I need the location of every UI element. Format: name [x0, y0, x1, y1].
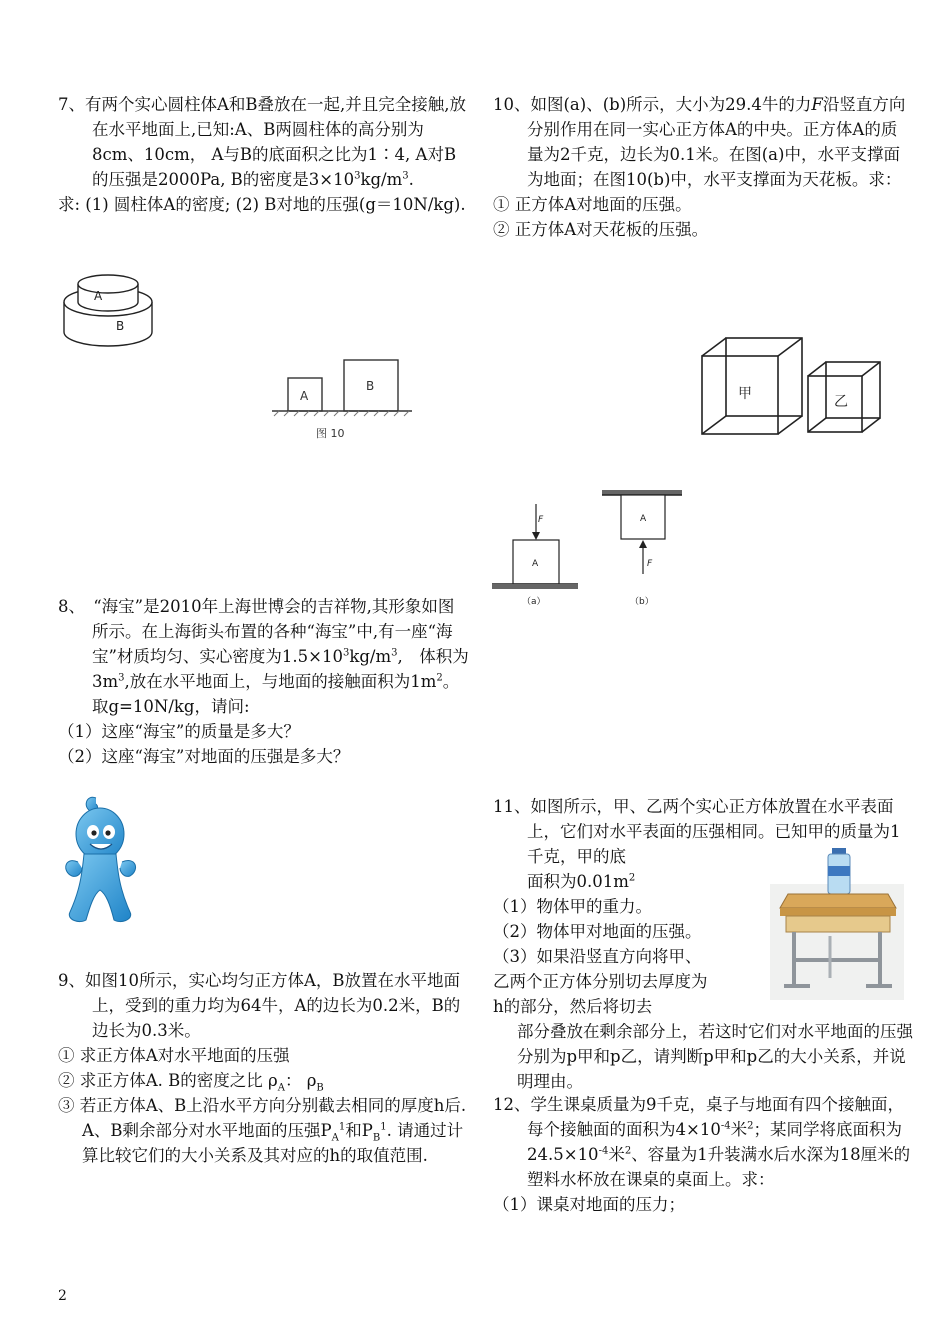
- fig-b-block-label: A: [640, 514, 647, 524]
- question-10-sub2: ② 正方体A对天花板的压强。: [493, 220, 709, 239]
- question-8-stem: 8、 “海宝”是2010年上海世博会的吉祥物,其形象如图所示。在上海街头布置的各种“海宝”中,有一座“海宝”材质均匀、实心密度为$1.5\times 10^3kg/m^3$, 体积为$3m^3$,放在水平地面上，与地面的接触面积为$1m^2$。取g=10N/kg，请问:: [58, 597, 469, 716]
- cubes-jia-yi-figure: [696, 334, 888, 438]
- question-9-stem: 9、如图10所示，实心均匀正方体A，B放置在水平地面上，受到的重力均为64牛，A的边长为0.2米，B的边长为0.3米。: [58, 971, 461, 1040]
- question-9-block: [58, 968, 470, 1168]
- cube-yi-label: 乙: [834, 394, 848, 410]
- question-7-stem: 7、有两个实心圆柱体A和B叠放在一起,并且完全接触,放在水平地面上,已知:A、B两圆柱体的高分别为8cm、10cm， A与B的底面积之比为1∶4, A对B的压强是2000Pa, B的密度是$3\times 10^3kg/m^3$.: [58, 95, 467, 189]
- haibao-mascot-image: [56, 794, 146, 926]
- fig-a-caption: （a）: [522, 597, 546, 607]
- force-figures-a-b: [488, 486, 688, 610]
- question-12-stem: 12、学生课桌质量为9千克，桌子与地面有四个接触面，每个接触面的面积为$4\times 10^{-4}$米$^2$；某同学将底面积为$24.5\times 10^{-4}$米$^2$、容量为1升装满水后水深为18厘米的塑料水杯放在课桌的桌面上。求：: [493, 1095, 911, 1189]
- fig-a-block-label: A: [532, 559, 539, 569]
- question-7-ask: 求: (1) 圆柱体A的密度; (2) B对地的压强(g＝10N/kg).: [58, 195, 466, 214]
- desk-with-bottle-photo: [770, 848, 904, 1000]
- question-9-sub1: ① 求正方体A对水平地面的压强: [58, 1046, 290, 1065]
- fig-b-force-label: F: [647, 559, 653, 569]
- block-b-label: B: [366, 379, 375, 393]
- figure-10-caption: 图 10: [316, 427, 345, 440]
- cylinder-b-label: B: [116, 319, 125, 333]
- question-8-block: [58, 594, 470, 769]
- question-12-block: [493, 1092, 913, 1217]
- cube-jia-label: 甲: [738, 386, 752, 402]
- stacked-cylinders-figure: [60, 272, 156, 352]
- page-number: 2: [58, 1288, 67, 1304]
- question-12-sub1: （1）课桌对地面的压力；: [493, 1195, 685, 1214]
- left-column: [58, 92, 470, 217]
- question-11-stem-b: 面积为$0.01m^2$: [527, 872, 636, 891]
- question-8-sub2: （2）这座“海宝”对地面的压强是多大？: [58, 747, 350, 766]
- right-column: [493, 92, 913, 242]
- question-11-sub3: （3）如果沿竖直方向将甲、乙两个正方体分别切去厚度为h的部分，然后将切去 部分叠放在剩余部分上，若这时它们对水平地面的压强分别为p甲和p乙，请判断p甲和p乙的大小关系，并说明理由。: [493, 947, 913, 1091]
- question-8-sub1: （1）这座“海宝”的质量是多大？: [58, 722, 300, 741]
- question-11-stem-a: 11、如图所示，甲、乙两个实心正方体放置在水平表面上，它们对水平表面的压强相同。已知甲的质量为1千克，甲的底: [493, 797, 901, 866]
- question-9-sub3: ③ 若正方体A、B上沿水平方向分别截去相同的厚度h后. A、B剩余部分对水平地面的压强$P_A^1$和$P_B^1$. 请通过计算比较它们的大小关系及其对应的h的取值范围.: [58, 1096, 467, 1165]
- question-11-sub1: （1）物体甲的重力。: [493, 897, 652, 916]
- fig-a-force-label: F: [538, 515, 544, 525]
- question-10-stem: 10、如图(a)、(b)所示，大小为29.4牛的力F沿竖直方向分别作用在同一实心正方体A的中央。正方体A的质量为2千克，边长为0.1米。在图(a)中，水平支撑面为地面；在图10(b)中，水平支撑面为天花板。求：: [493, 95, 906, 189]
- question-10-sub1: ① 正方体A对地面的压强。: [493, 195, 692, 214]
- cylinder-a-label: A: [94, 289, 103, 303]
- fig-b-caption: （b）: [630, 597, 654, 607]
- question-11-sub2: （2）物体甲对地面的压强。: [493, 922, 702, 941]
- block-a-label: A: [300, 389, 309, 403]
- question-9-sub2: ② 求正方体A. B的密度之比 $\rho_A$： $\rho_B$: [58, 1071, 324, 1094]
- figure-10-blocks: [268, 354, 416, 446]
